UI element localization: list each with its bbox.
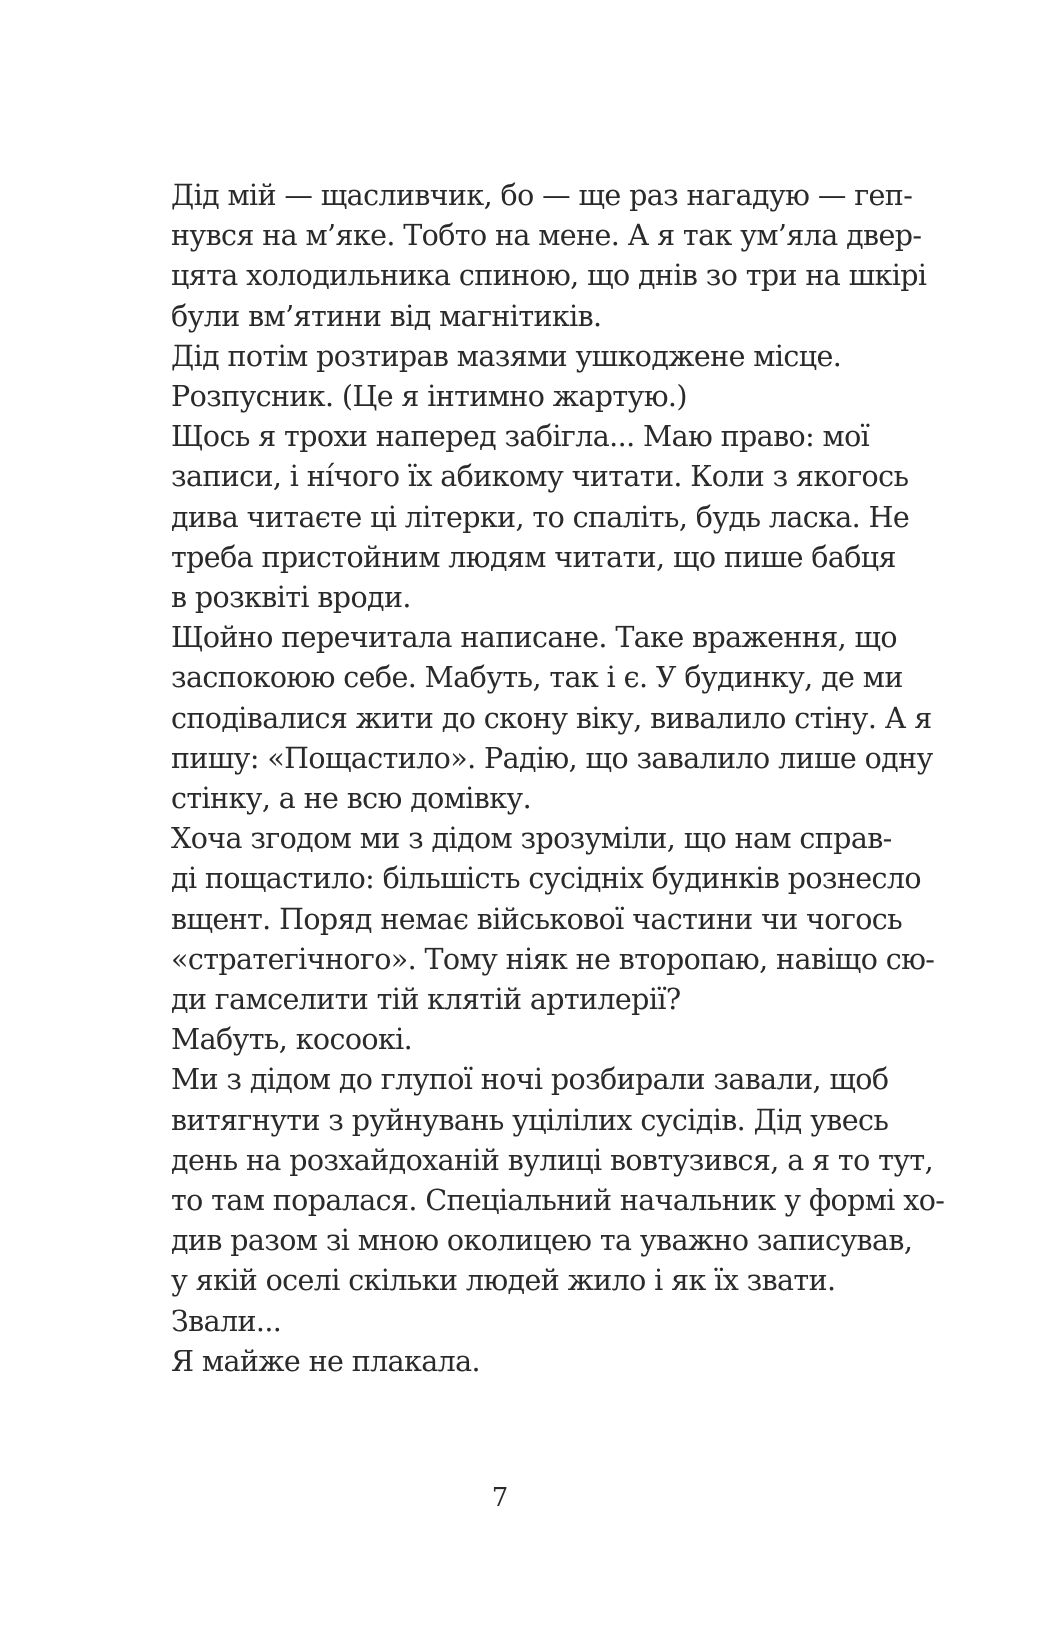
text-line: сподівалися жити до скону віку, вивалило стіну. А я (171, 701, 932, 735)
text-line: див разом зі мною околицею та уважно записував, (171, 1224, 913, 1258)
paragraph (134, 1302, 864, 1342)
paragraph (134, 377, 864, 417)
text-line: ди гамселити тій клятій артилерії? (171, 983, 681, 1017)
page-number: 7 (491, 1483, 509, 1513)
text-line: Хоча згодом ми з дідом зрозуміли, що нам справ- (171, 822, 892, 856)
text-line: треба пристойним людям читати, що пише бабця (171, 540, 896, 574)
text-line: Я майже не плакала. (171, 1344, 480, 1378)
text-line: цята холодильника спиною, що днів зо три на шкірі (171, 259, 927, 293)
paragraph (134, 337, 864, 377)
text-line: дива читаєте ці літерки, то спаліть, будь ласка. Не (171, 500, 910, 534)
text-line: вщент. Поряд немає військової частини чи чогось (171, 902, 903, 936)
text-line: Дід мій — щасливчик, бо — ще раз нагадую — геп- (171, 179, 913, 212)
text-line: Звали... (171, 1304, 282, 1338)
paragraph (134, 176, 927, 337)
text-line: Щойно перечитала написане. Таке враження, що (171, 621, 897, 655)
paragraph (134, 417, 910, 618)
text-line: були вм’ятини від магнітиків. (171, 299, 602, 333)
text-line: заспокоюю себе. Мабуть, так і є. У будинку, де ми (171, 661, 903, 695)
text-line: нувся на м’яке. Тобто на мене. А я так ум’яла двер- (171, 219, 922, 253)
paragraph (134, 1020, 864, 1060)
text-line: день на розхайдоханій вулиці вовтузився, а я то тут, (171, 1143, 934, 1177)
text-line: Дід потім розтирав мазями ушкоджене місце. (171, 339, 842, 373)
text-line: стінку, а не всю домівку. (171, 782, 532, 816)
text-line: в розквіті вроди. (171, 581, 411, 615)
text-line: пишу: «Пощастило». Радію, що завалило лише одну (171, 741, 933, 775)
text-line: витягнути з руйнувань уцілілих сусідів. Дід увесь (171, 1103, 889, 1137)
text-line: ді пощастило: більшість сусідніх будинків рознесло (171, 862, 921, 896)
text-line: Ми з дідом до глупої ночі розбирали завали, щоб (171, 1063, 889, 1097)
text-line: у якій оселі скільки людей жило і як їх звати. (171, 1264, 836, 1298)
paragraph (134, 618, 933, 819)
text-line: Щось я трохи наперед забігла... Маю право: мої (171, 420, 870, 454)
paragraph (134, 1060, 945, 1301)
paragraph (134, 819, 935, 1020)
text-line: Розпусник. (Це я інтимно жартую.) (171, 380, 687, 414)
body-text (134, 176, 945, 1382)
text-line: «стратегічного». Тому ніяк не второпаю, навіщо сю- (171, 942, 935, 976)
text-line: Мабуть, косоокі. (171, 1023, 413, 1057)
paragraph (134, 1342, 864, 1382)
text-line: записи, і нíчого їх абикому читати. Коли з якогось (171, 460, 909, 494)
text-line: то там поралася. Спеціальний начальник у формі хо- (171, 1184, 945, 1218)
